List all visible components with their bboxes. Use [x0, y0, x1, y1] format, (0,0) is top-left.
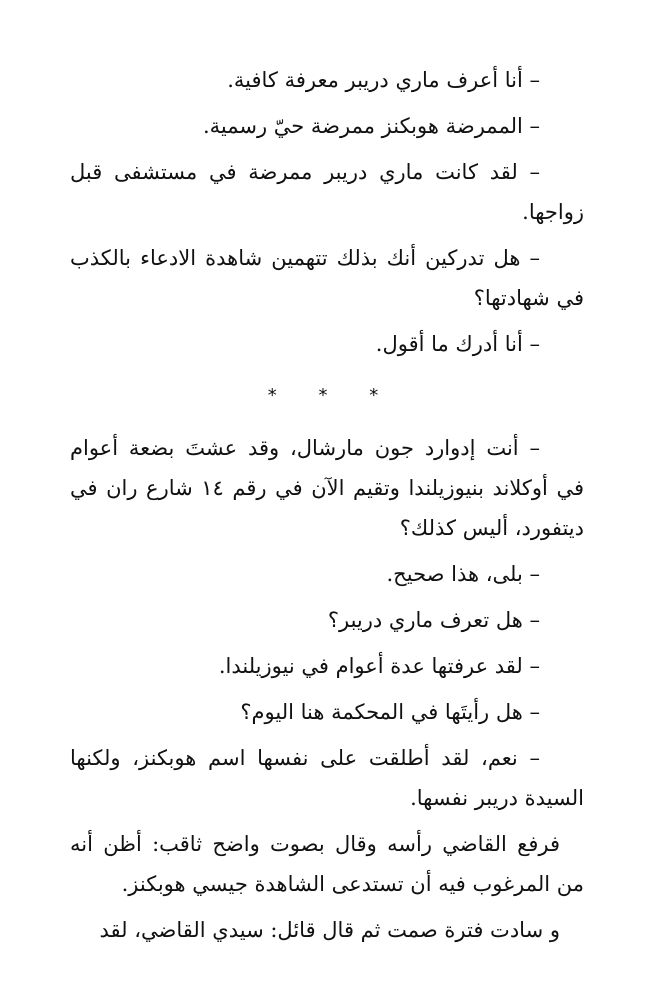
narration-paragraph-1: فرفع القاضي رأسه وقال بصوت واضح ثاقب: أظن أنه من المرغوب فيه أن تستدعى الشاهدة جيسي هوبكنز. [70, 832, 584, 896]
dialogue-line-3: – لقد كانت ماري دريبر ممرضة في مستشفى قبل زواجها. [70, 160, 584, 224]
dialogue-line-4: – هل تدركين أنك بذلك تتهمين شاهدة الادعاء بالكذب في شهادتها؟ [70, 246, 584, 310]
dialogue-line-11: – نعم، لقد أطلقت على نفسها اسم هوبكنز، ولكنها السيدة دريبر نفسها. [70, 746, 584, 810]
dialogue-line-5: – أنا أدرك ما أقول. [375, 332, 540, 356]
dialogue-line-7: – بلى، هذا صحيح. [386, 562, 540, 586]
dialogue-line-8: – هل تعرف ماري دريبر؟ [327, 608, 540, 632]
narration-paragraph-2: و سادت فترة صمت ثم قال قائل: سيدي القاضي، لقد [99, 918, 560, 942]
section-break: * * * [267, 385, 397, 406]
dialogue-line-10: – هل رأيتَها في المحكمة هنا اليوم؟ [240, 700, 540, 724]
dialogue-line-9: – لقد عرفتها عدة أعوام في نيوزيلندا. [218, 654, 540, 678]
dialogue-line-2: – الممرضة هوبكنز ممرضة حيّ رسمية. [202, 114, 540, 138]
dialogue-line-1: – أنا أعرف ماري دريبر معرفة كافية. [227, 68, 540, 92]
book-page [70, 60, 584, 956]
dialogue-line-6: – أنت إدوارد جون مارشال، وقد عشتَ بضعة أعوام في أوكلاند بنيوزيلندا وتقيم الآن في رقم ١٤ شارع ران في ديتفورد، أليس كذلك؟ [70, 436, 584, 540]
